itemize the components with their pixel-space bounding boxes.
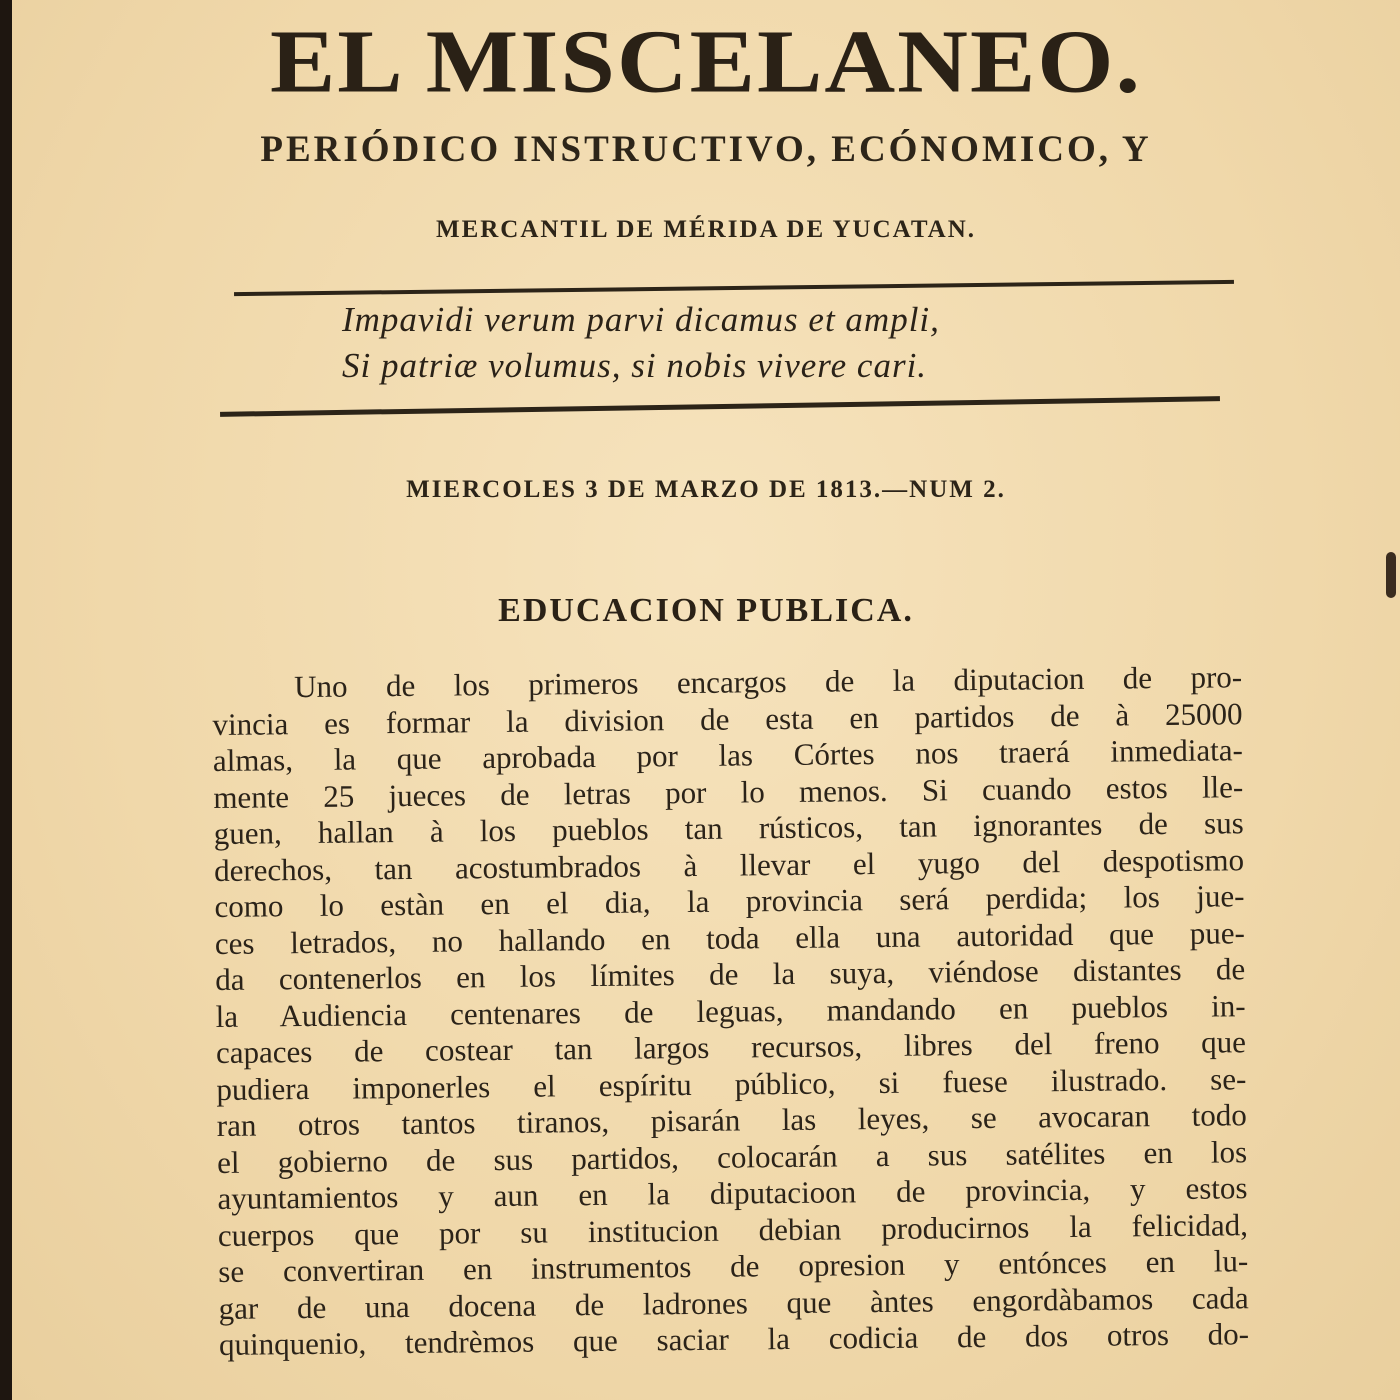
- motto-line2: Si patriæ volumus, si nobis vivere cari.: [342, 346, 928, 385]
- motto-bottom-rule: [220, 396, 1220, 417]
- article-line: ces letrados, no hallando en toda ella una autoridad que pue-: [214, 914, 1245, 961]
- paper-ink-speck: [1386, 552, 1396, 598]
- article-line: ran otros tantos tiranos, pisarán las leyes, se avocaran todo: [216, 1097, 1247, 1143]
- article-line: capaces de costear tan largos recursos, libres del freno que: [215, 1024, 1247, 1070]
- article-line: la Audiencia centenares de leguas, mandando en pueblos in-: [215, 987, 1246, 1034]
- masthead-subtitle-line2: MERCANTIL DE MÉRIDA DE YUCATAN.: [435, 216, 977, 243]
- article-line: Uno de los primeros encargos de la diputacion de pro-: [293, 659, 1243, 705]
- article-line: vincia es formar la division de esta en partidos de à 25000: [212, 695, 1243, 742]
- newspaper-page: [12, 0, 1400, 1400]
- motto-top-rule: [234, 280, 1234, 296]
- page-left-edge: [0, 0, 12, 1400]
- article-line: mente 25 jueces de letras por lo menos. Si cuando estos lle-: [213, 768, 1244, 815]
- article-line: quinquenio, tendrèmos que saciar la codicia de dos otros do-: [218, 1316, 1250, 1362]
- motto-line1: Impavidi verum parvi dicamus et ampli,: [342, 300, 940, 339]
- article-line: derechos, tan acostumbrados à llevar el yugo del despotismo: [213, 841, 1245, 888]
- article-line: pudiera imponerles el espíritu público, si fuese ilustrado. se-: [216, 1060, 1247, 1107]
- article-line: guen, hallan à los pueblos tan rústicos, tan ignorantes de sus: [213, 805, 1244, 851]
- article-line: como lo estàn en el dia, la provincia será perdida; los jue-: [214, 878, 1245, 924]
- article-line: se convertiran en instrumentos de opresion y entónces en lu-: [218, 1243, 1249, 1289]
- article-line: ayuntamientos y aun en la diputacioon de provincia, y estos: [217, 1170, 1248, 1216]
- article-line: el gobierno de sus partidos, colocarán a sus satélites en los: [216, 1133, 1248, 1180]
- issue-dateline: MIERCOLES 3 DE MARZO DE 1813.—NUM 2.: [406, 476, 1006, 503]
- article-title: EDUCACION PUBLICA.: [498, 592, 914, 629]
- masthead-subtitle-line1: PERIÓDICO INSTRUCTIVO, ECÓNOMICO, Y: [260, 129, 1152, 170]
- masthead-title: EL MISCELANEO.: [269, 12, 1143, 112]
- article-line: almas, la que aprobada por las Córtes nos traerá inmediata-: [212, 732, 1244, 778]
- article-line: da contenerlos en los límites de la suya, viéndose distantes de: [215, 951, 1246, 997]
- article-line: cuerpos que por su institucion debian producirnos la felicidad,: [217, 1206, 1249, 1253]
- article-body: [212, 659, 1249, 1363]
- article-line: gar de una docena de ladrones que àntes engordàbamos cada: [218, 1279, 1249, 1326]
